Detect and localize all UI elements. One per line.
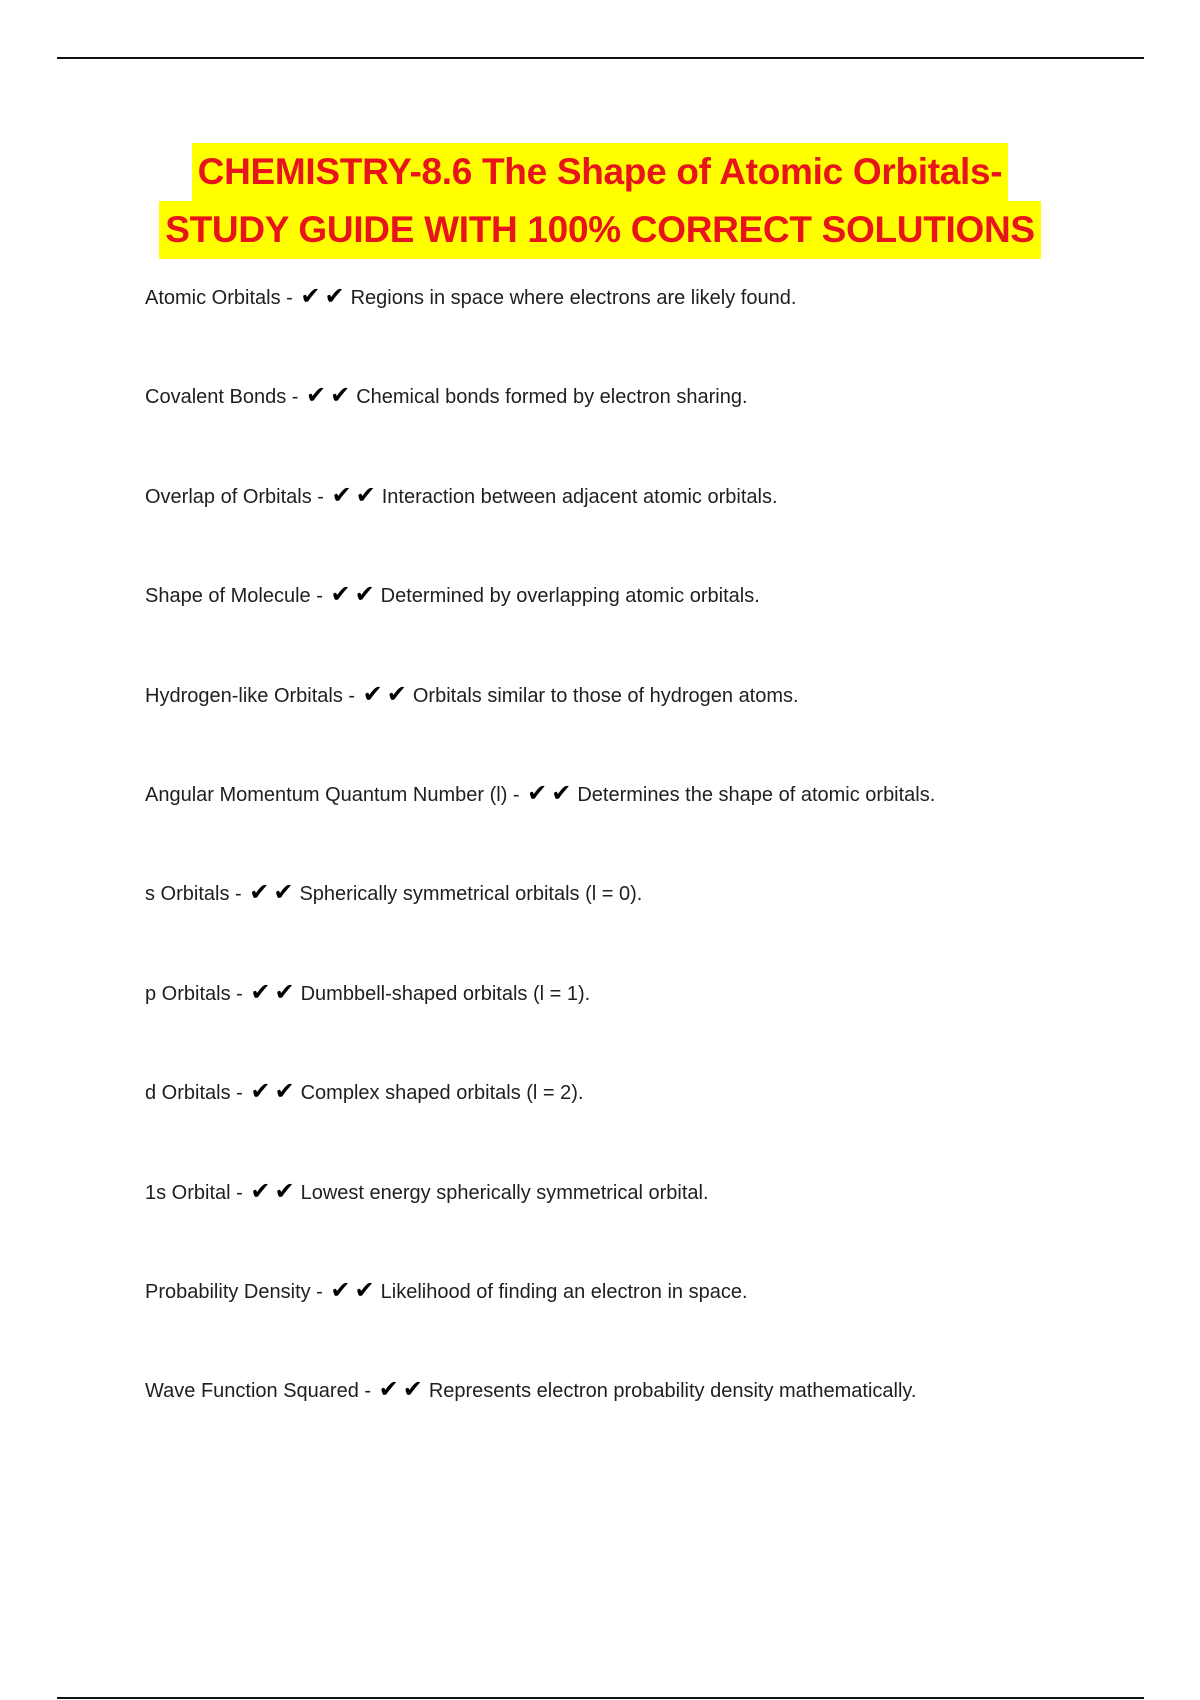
definition: Determined by overlapping atomic orbitals.	[380, 585, 760, 608]
separator: -	[310, 585, 329, 608]
double-check-icon: ✔✔	[250, 977, 299, 1006]
term-entry	[145, 1271, 1145, 1370]
term-entry	[145, 973, 1145, 1072]
separator: -	[230, 1181, 249, 1204]
term-entry	[145, 774, 1145, 873]
double-check-icon: ✔✔	[330, 1275, 379, 1304]
term: 1s Orbital	[145, 1181, 231, 1204]
definition: Represents electron probability density mathematically.	[428, 1380, 917, 1403]
term: Atomic Orbitals	[145, 287, 281, 309]
term-entry	[145, 873, 1145, 972]
separator: -	[310, 1280, 329, 1303]
term-entry	[145, 1172, 1145, 1271]
title-line-2: STUDY GUIDE WITH 100% CORRECT SOLUTIONS	[159, 201, 1041, 259]
term-entry	[145, 476, 1145, 575]
definition: Spherically symmetrical orbitals (l = 0).	[299, 883, 643, 906]
term-entry	[145, 277, 1145, 376]
definition: Dumbbell-shaped orbitals (l = 1).	[300, 982, 591, 1005]
separator: -	[358, 1380, 377, 1403]
term: Overlap of Orbitals	[145, 485, 312, 508]
double-check-icon: ✔✔	[305, 381, 355, 410]
separator: -	[311, 485, 330, 508]
term-entry	[145, 575, 1145, 674]
double-check-icon: ✔✔	[300, 282, 349, 310]
term: Covalent Bonds	[145, 386, 287, 409]
term: Hydrogen-like Orbitals	[145, 684, 343, 707]
top-divider	[57, 57, 1144, 59]
separator: -	[342, 684, 361, 707]
bottom-divider	[57, 1697, 1144, 1699]
term: Angular Momentum Quantum Number (l)	[145, 783, 508, 806]
definition: Interaction between adjacent atomic orbitals.	[381, 485, 778, 508]
definition: Complex shaped orbitals (l = 2).	[300, 1082, 584, 1105]
definition: Regions in space where electrons are likely found.	[350, 287, 797, 309]
separator: -	[230, 1082, 249, 1105]
double-check-icon: ✔✔	[250, 1176, 299, 1205]
term-list	[145, 277, 1145, 1470]
term-entry	[145, 675, 1145, 774]
title-line-1: CHEMISTRY-8.6 The Shape of Atomic Orbitals-	[192, 143, 1009, 201]
term-entry	[145, 376, 1145, 475]
definition: Chemical bonds formed by electron sharing.	[356, 386, 748, 409]
document-title	[0, 143, 1200, 259]
separator: -	[280, 287, 299, 309]
term-entry	[145, 1072, 1145, 1171]
term: Wave Function Squared	[145, 1380, 359, 1403]
term: Shape of Molecule	[145, 585, 311, 608]
double-check-icon: ✔✔	[527, 778, 576, 807]
term: p Orbitals	[145, 982, 231, 1005]
term-entry	[145, 1370, 1145, 1469]
definition: Likelihood of finding an electron in space.	[380, 1280, 748, 1303]
separator: -	[229, 883, 248, 906]
term: d Orbitals	[145, 1082, 231, 1105]
double-check-icon: ✔✔	[362, 679, 411, 708]
separator: -	[286, 386, 304, 409]
double-check-icon: ✔✔	[378, 1375, 427, 1404]
definition: Orbitals similar to those of hydrogen atoms.	[412, 684, 799, 707]
double-check-icon: ✔✔	[250, 1077, 299, 1106]
definition: Lowest energy spherically symmetrical orbital.	[300, 1181, 709, 1204]
double-check-icon: ✔✔	[331, 480, 380, 509]
double-check-icon: ✔✔	[330, 580, 379, 609]
double-check-icon: ✔✔	[249, 878, 298, 907]
term: Probability Density	[145, 1280, 311, 1303]
term: s Orbitals	[145, 883, 230, 906]
separator: -	[507, 783, 526, 806]
definition: Determines the shape of atomic orbitals.	[577, 783, 936, 806]
separator: -	[230, 982, 249, 1005]
